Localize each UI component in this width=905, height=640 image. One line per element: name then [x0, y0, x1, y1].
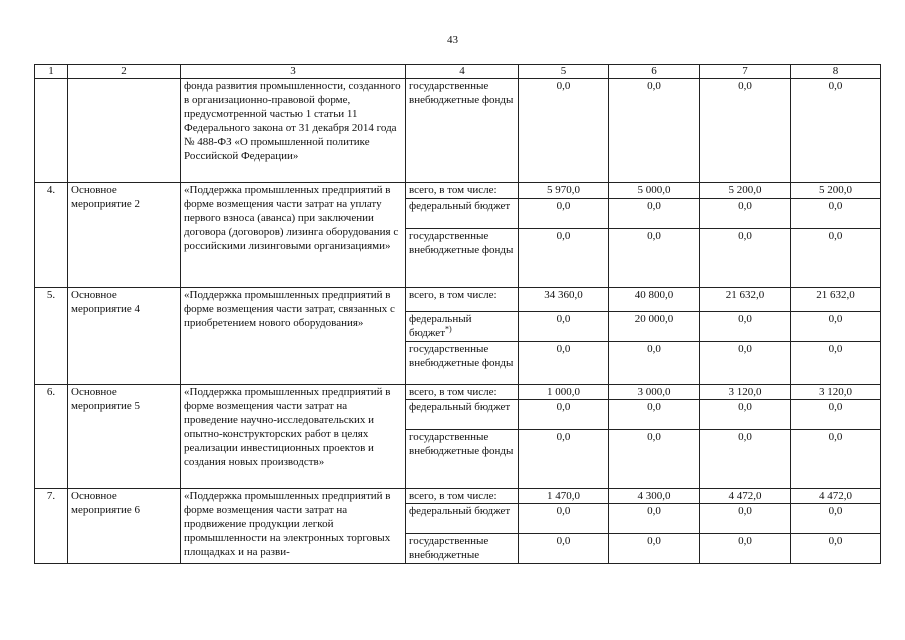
carryover-row: [35, 79, 881, 183]
value-cell: 0,0: [519, 430, 609, 489]
measure-name-cell: [68, 79, 181, 183]
value-cell: 0,0: [700, 400, 791, 430]
row-number: 5.: [35, 288, 68, 385]
measure-name: Основное мероприятие 6: [68, 489, 181, 564]
measure-description: фонда развития промышленности, созданного в организационно-правовой форме, предусмотренной частью 1 статьи 11 Федерального закона от 31 декабря 2014 года № 488-ФЗ «О промышленной политике Российской Федерации»: [181, 79, 406, 183]
funding-source-label: федеральный бюджет: [409, 401, 511, 413]
funding-source: [406, 288, 519, 312]
value-cell: 0,0: [519, 199, 609, 229]
funding-source: государственные внебюджетные фонды: [406, 79, 519, 183]
value-cell: 21 632,0: [700, 288, 791, 312]
funding-source: [406, 504, 519, 534]
value-cell: 0,0: [519, 504, 609, 534]
value-cell: 4 300,0: [609, 489, 700, 504]
value-cell: 0,0: [700, 430, 791, 489]
funding-source: [406, 534, 519, 564]
value-cell: 0,0: [609, 79, 700, 183]
funding-source-label: государственные внебюджетные фонды: [409, 343, 514, 369]
value-cell: 5 970,0: [519, 183, 609, 199]
table-body: [35, 79, 881, 564]
value-cell: 0,0: [700, 229, 791, 288]
measure-description: «Поддержка промышленных предприятий в форме возмещения части затрат на уплату первого взноса (аванса) при заключении договора (договоров) лизинга оборудования с российскими лизинговыми организациями»: [181, 183, 406, 288]
value-cell: 0,0: [609, 504, 700, 534]
value-cell: 5 200,0: [791, 183, 881, 199]
value-cell: 0,0: [791, 229, 881, 288]
row-number: 4.: [35, 183, 68, 288]
value-cell: 4 472,0: [791, 489, 881, 504]
measure-description: «Поддержка промышленных предприятий в форме возмещения части затрат на продвижение продукции легкой промышленности на электронных торговых площадках и на разви-: [181, 489, 406, 564]
value-cell: 0,0: [519, 79, 609, 183]
value-cell: 1 470,0: [519, 489, 609, 504]
value-cell: 0,0: [791, 342, 881, 385]
value-cell: 0,0: [700, 534, 791, 564]
value-cell: 0,0: [609, 199, 700, 229]
measure-row: [35, 183, 881, 199]
value-cell: 5 000,0: [609, 183, 700, 199]
value-cell: 4 472,0: [700, 489, 791, 504]
value-cell: 0,0: [791, 430, 881, 489]
funding-source-label: государственные внебюджетные фонды: [409, 230, 514, 256]
value-cell: 3 120,0: [700, 385, 791, 400]
value-cell: 5 200,0: [700, 183, 791, 199]
measure-name: Основное мероприятие 2: [68, 183, 181, 288]
footnote-marker: *): [445, 324, 452, 334]
measure-name: Основное мероприятие 5: [68, 385, 181, 489]
funding-source-label: государственные внебюджетные фонды: [409, 431, 514, 457]
value-cell: 0,0: [700, 199, 791, 229]
value-cell: 20 000,0: [609, 312, 700, 342]
value-cell: 0,0: [519, 534, 609, 564]
value-cell: 0,0: [791, 79, 881, 183]
value-cell: 3 120,0: [791, 385, 881, 400]
column-number: 5: [519, 65, 609, 79]
row-number: 7.: [35, 489, 68, 564]
funding-source: [406, 400, 519, 430]
measure-row: [35, 288, 881, 312]
value-cell: 0,0: [609, 534, 700, 564]
funding-source-label: федеральный бюджет: [409, 313, 472, 339]
funding-source-label: всего, в том числе:: [409, 184, 497, 196]
value-cell: 0,0: [519, 312, 609, 342]
value-cell: 0,0: [700, 79, 791, 183]
funding-source: [406, 229, 519, 288]
value-cell: 0,0: [791, 199, 881, 229]
value-cell: 0,0: [791, 504, 881, 534]
funding-source-label: всего, в том числе:: [409, 289, 497, 301]
column-number: 6: [609, 65, 700, 79]
value-cell: 0,0: [791, 534, 881, 564]
funding-source-label: всего, в том числе:: [409, 386, 497, 398]
funding-source-label: всего, в том числе:: [409, 490, 497, 502]
value-cell: 0,0: [700, 312, 791, 342]
value-cell: 0,0: [791, 312, 881, 342]
row-number-cell: [35, 79, 68, 183]
column-number: 2: [68, 65, 181, 79]
value-cell: 0,0: [519, 400, 609, 430]
value-cell: 3 000,0: [609, 385, 700, 400]
funding-source-label: федеральный бюджет: [409, 200, 511, 212]
budget-table: [34, 64, 881, 564]
value-cell: 0,0: [700, 342, 791, 385]
value-cell: 0,0: [700, 504, 791, 534]
funding-source-label: государственные внебюджетные: [409, 535, 489, 561]
funding-source: [406, 199, 519, 229]
measure-description: «Поддержка промышленных предприятий в форме возмещения части затрат, связанных с приобретением нового оборудования»: [181, 288, 406, 385]
column-number: 8: [791, 65, 881, 79]
funding-source: [406, 430, 519, 489]
funding-source: [406, 489, 519, 504]
column-number: 4: [406, 65, 519, 79]
funding-source: [406, 312, 519, 342]
measure-row: [35, 385, 881, 400]
page-number: 43: [447, 34, 458, 46]
value-cell: 0,0: [519, 342, 609, 385]
measure-row: [35, 489, 881, 504]
column-number: 3: [181, 65, 406, 79]
value-cell: 0,0: [609, 400, 700, 430]
column-number: 1: [35, 65, 68, 79]
value-cell: 21 632,0: [791, 288, 881, 312]
row-number: 6.: [35, 385, 68, 489]
column-number-row: [35, 65, 881, 79]
value-cell: 1 000,0: [519, 385, 609, 400]
measure-description: «Поддержка промышленных предприятий в форме возмещения части затрат на проведение научно-исследовательских и опытно-конструкторских работ в целях реализации инвестиционных проектов и создания новых производств»: [181, 385, 406, 489]
funding-source: [406, 342, 519, 385]
value-cell: 0,0: [609, 229, 700, 288]
column-number: 7: [700, 65, 791, 79]
value-cell: 0,0: [609, 430, 700, 489]
funding-source-label: федеральный бюджет: [409, 505, 511, 517]
value-cell: 40 800,0: [609, 288, 700, 312]
value-cell: 0,0: [519, 229, 609, 288]
value-cell: 0,0: [791, 400, 881, 430]
measure-name: Основное мероприятие 4: [68, 288, 181, 385]
value-cell: 34 360,0: [519, 288, 609, 312]
funding-source: [406, 385, 519, 400]
value-cell: 0,0: [609, 342, 700, 385]
funding-source: [406, 183, 519, 199]
